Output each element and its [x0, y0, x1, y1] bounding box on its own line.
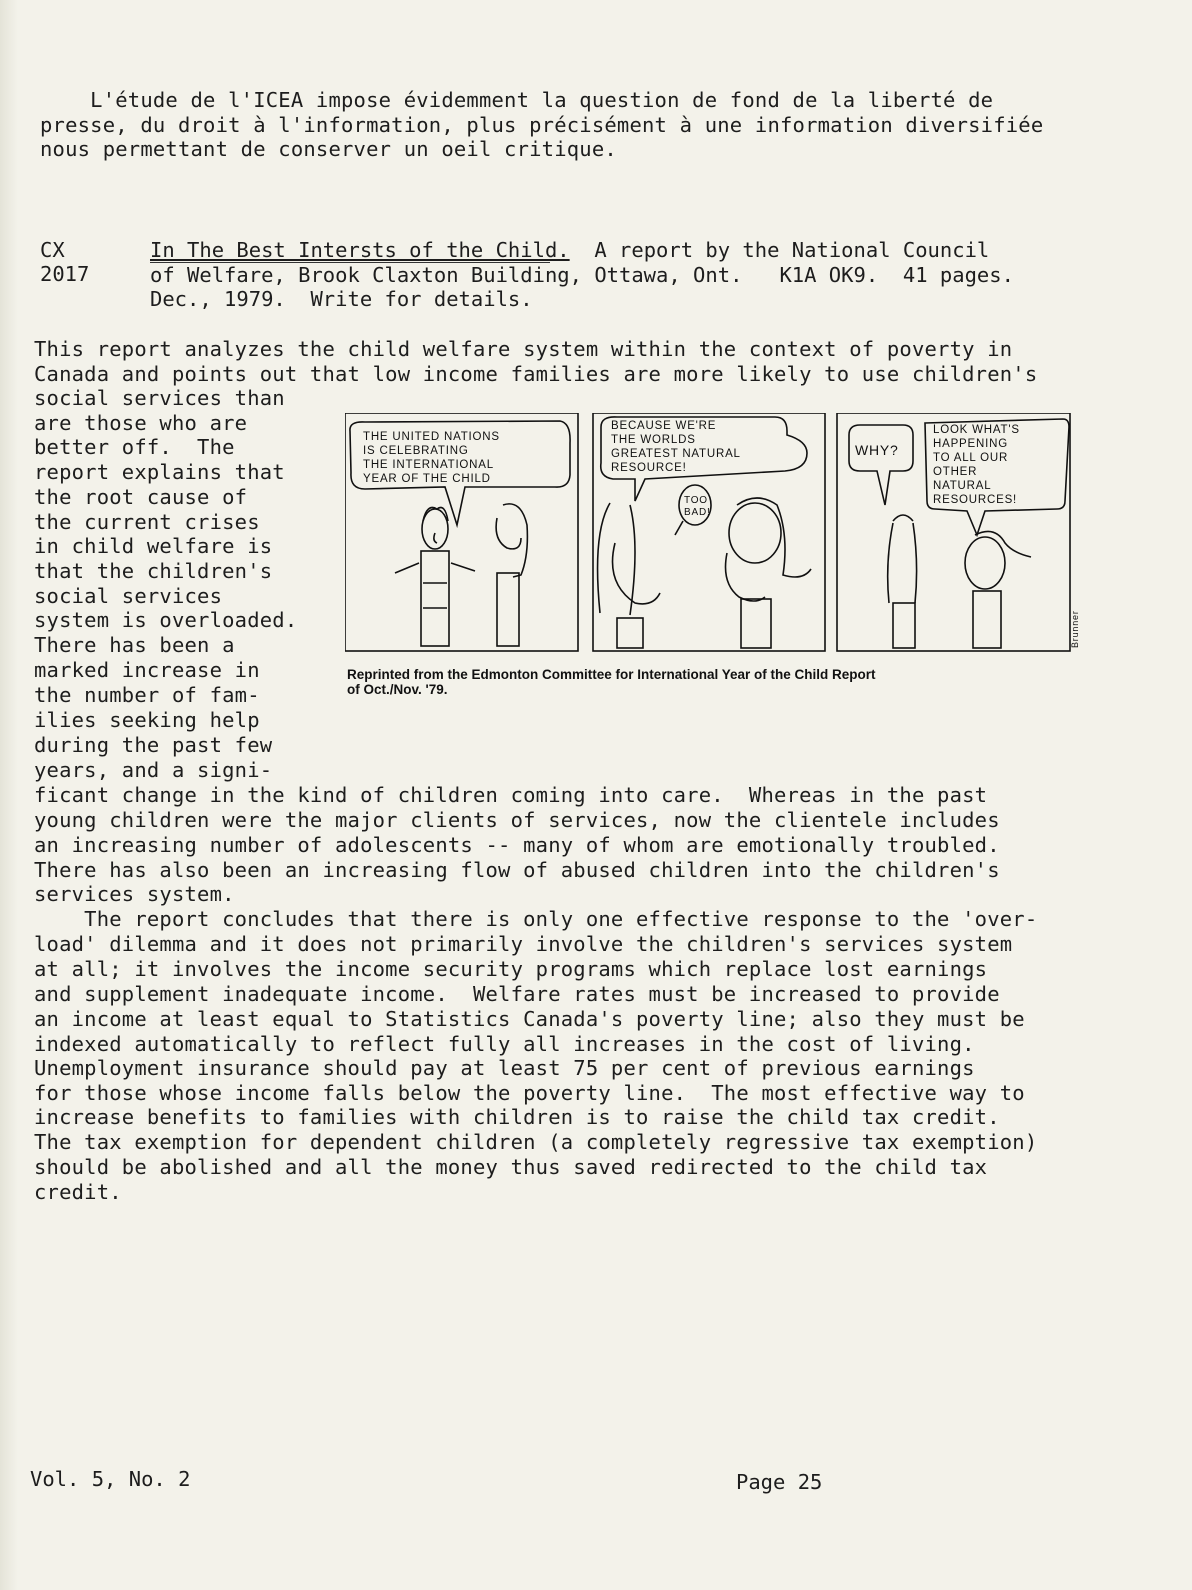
panel-2-small-text: TOO — [684, 495, 708, 506]
cartoon-caption — [347, 667, 1067, 697]
body-line: Canada and points out that low income families are more likely to use children's — [34, 362, 1038, 386]
body-wrap-line: social services than — [34, 386, 285, 410]
intro-line: presse, du droit à l'information, plus précisément à une information diversifiée — [40, 113, 1044, 137]
panel-3-text: LOOK WHAT'S — [933, 424, 1020, 436]
panel-3-mother-hair — [888, 523, 917, 603]
panel-1-text: THE INTERNATIONAL — [363, 459, 494, 471]
body-line: should be abolished and all the money thus saved redirected to the child tax — [34, 1155, 988, 1179]
body-wrap-line: the root cause of — [34, 485, 248, 509]
body-wrap-line: that the children's — [34, 559, 273, 583]
cartoon-signature: Brunner — [1070, 610, 1080, 648]
panel-1-child-body — [497, 573, 519, 646]
body-line: There has also been an increasing flow of abused children into the children's — [34, 858, 1000, 882]
intro-line: nous permettant de conserver un oeil critique. — [40, 137, 617, 161]
panel-1-child-face — [496, 518, 521, 549]
panel-2-child-hair — [737, 498, 811, 577]
cartoon-strip — [345, 413, 1085, 665]
footer-volume: Vol. 5, No. 2 — [30, 1467, 191, 1491]
body-line: The tax exemption for dependent children (a completely regressive tax exemption) — [34, 1130, 1038, 1154]
entry-code — [40, 238, 89, 286]
entry-citation-line: of Welfare, Brook Claxton Building, Ottawa, Ont. K1A OK9. 41 pages. — [150, 262, 1014, 287]
body-wrap-line: years, and a signi- — [34, 758, 273, 782]
body-line: credit. — [34, 1180, 122, 1204]
entry-code-prefix: CX — [40, 238, 65, 262]
body-line: load' dilemma and it does not primarily involve the children's services system — [34, 932, 1013, 956]
entry-code-number: 2017 — [40, 262, 90, 286]
body-wrap-line: the number of fam- — [34, 683, 260, 707]
body-wrap-line: better off. The — [34, 435, 235, 459]
panel-3-text: NATURAL — [933, 480, 992, 492]
panel-2-small-text: BAD! — [684, 507, 711, 518]
body-line: This report analyzes the child welfare system within the context of poverty in — [34, 337, 1013, 361]
body-line: young children were the major clients of services, now the clientele includes — [34, 808, 1000, 832]
panel-3-child-body — [973, 591, 1001, 648]
panel-2-text: BECAUSE WE'RE — [611, 420, 717, 432]
panel-2-text: THE WORLDS — [611, 434, 696, 446]
body-line: services system. — [34, 882, 235, 906]
panel-2-child-body — [741, 599, 771, 648]
panel-3-text: OTHER — [933, 466, 978, 478]
caption-line: Reprinted from the Edmonton Committee for International Year of the Child Report — [347, 667, 876, 682]
body-line: at all; it involves the income security programs which replace lost earnings — [34, 957, 988, 981]
panel-3-text: TO ALL OUR — [933, 452, 1009, 464]
panel-3-mother-body — [893, 603, 915, 648]
body-wrap-line: marked increase in — [34, 658, 260, 682]
caption-line: of Oct./Nov. '79. — [347, 682, 448, 697]
body-wrap-line: ilies seeking help — [34, 708, 260, 732]
body-line: ficant change in the kind of children coming into care. Whereas in the past — [34, 783, 988, 807]
panel-3-text: HAPPENING — [933, 438, 1008, 450]
panel-3-small-text: WHY? — [855, 442, 899, 458]
intro-line: L'étude de l'ICEA impose évidemment la question de fond de la liberté de — [40, 88, 994, 112]
panel-1-text: YEAR OF THE CHILD — [363, 473, 491, 485]
panel-2-text: GREATEST NATURAL — [611, 448, 741, 460]
body-wrap-line: There has been a — [34, 633, 235, 657]
panel-1-text: IS CELEBRATING — [363, 445, 469, 457]
footer-page-number: Page 25 — [736, 1470, 823, 1494]
body-line: The report concludes that there is only one effective response to the 'over- — [34, 907, 1038, 931]
panel-1-child-hair — [503, 504, 527, 577]
body-wrap-line: are those who are — [34, 411, 248, 435]
panel-2-mother-body — [617, 618, 643, 648]
body-line: an income at least equal to Statistics Canada's poverty line; also they must be — [34, 1007, 1025, 1031]
entry-citation-line: Dec., 1979. Write for details. — [150, 287, 533, 311]
body-wrap-line: system is overloaded. — [34, 608, 298, 632]
panel-2-mother-face — [613, 543, 661, 604]
body-line: for those whose income falls below the poverty line. The most effective way to — [34, 1081, 1025, 1105]
body-line: and supplement inadequate income. Welfare rates must be increased to provide — [34, 982, 1000, 1006]
panel-1-text: THE UNITED NATIONS — [363, 431, 500, 443]
panel-1-mother-body — [421, 551, 449, 646]
body-wrap-line: report explains that — [34, 460, 285, 484]
panel-3-small-bubble — [849, 425, 913, 505]
entry-citation — [150, 238, 1014, 312]
entry-citation-rest: A report by the National Council — [569, 238, 990, 262]
body-line: Unemployment insurance should pay at least 75 per cent of previous earnings — [34, 1056, 975, 1080]
entry-title: In The Best Intersts of the Child. — [150, 238, 570, 262]
body-wrap-line: social services — [34, 584, 223, 608]
body-line: an increasing number of adolescents -- many of whom are emotionally troubled. — [34, 833, 1000, 857]
body-wrap-line: during the past few — [34, 733, 273, 757]
page-edge — [0, 0, 18, 1590]
title-underline-extension — [150, 262, 550, 263]
panel-3-text: RESOURCES! — [933, 494, 1018, 506]
panel-2-child-head — [729, 503, 781, 563]
body-wrap-line: in child welfare is — [34, 534, 273, 558]
body-line: increase benefits to families with children is to raise the child tax credit. — [34, 1105, 1000, 1129]
panel-3-child-head — [965, 537, 1005, 589]
panel-1-mother-arms — [395, 563, 475, 573]
body-line: indexed automatically to reflect fully all increases in the cost of living. — [34, 1032, 975, 1056]
body-wrap-line: the current crises — [34, 510, 260, 534]
panel-2-text: RESOURCE! — [611, 462, 687, 474]
panel-1-mother-head — [422, 509, 448, 549]
